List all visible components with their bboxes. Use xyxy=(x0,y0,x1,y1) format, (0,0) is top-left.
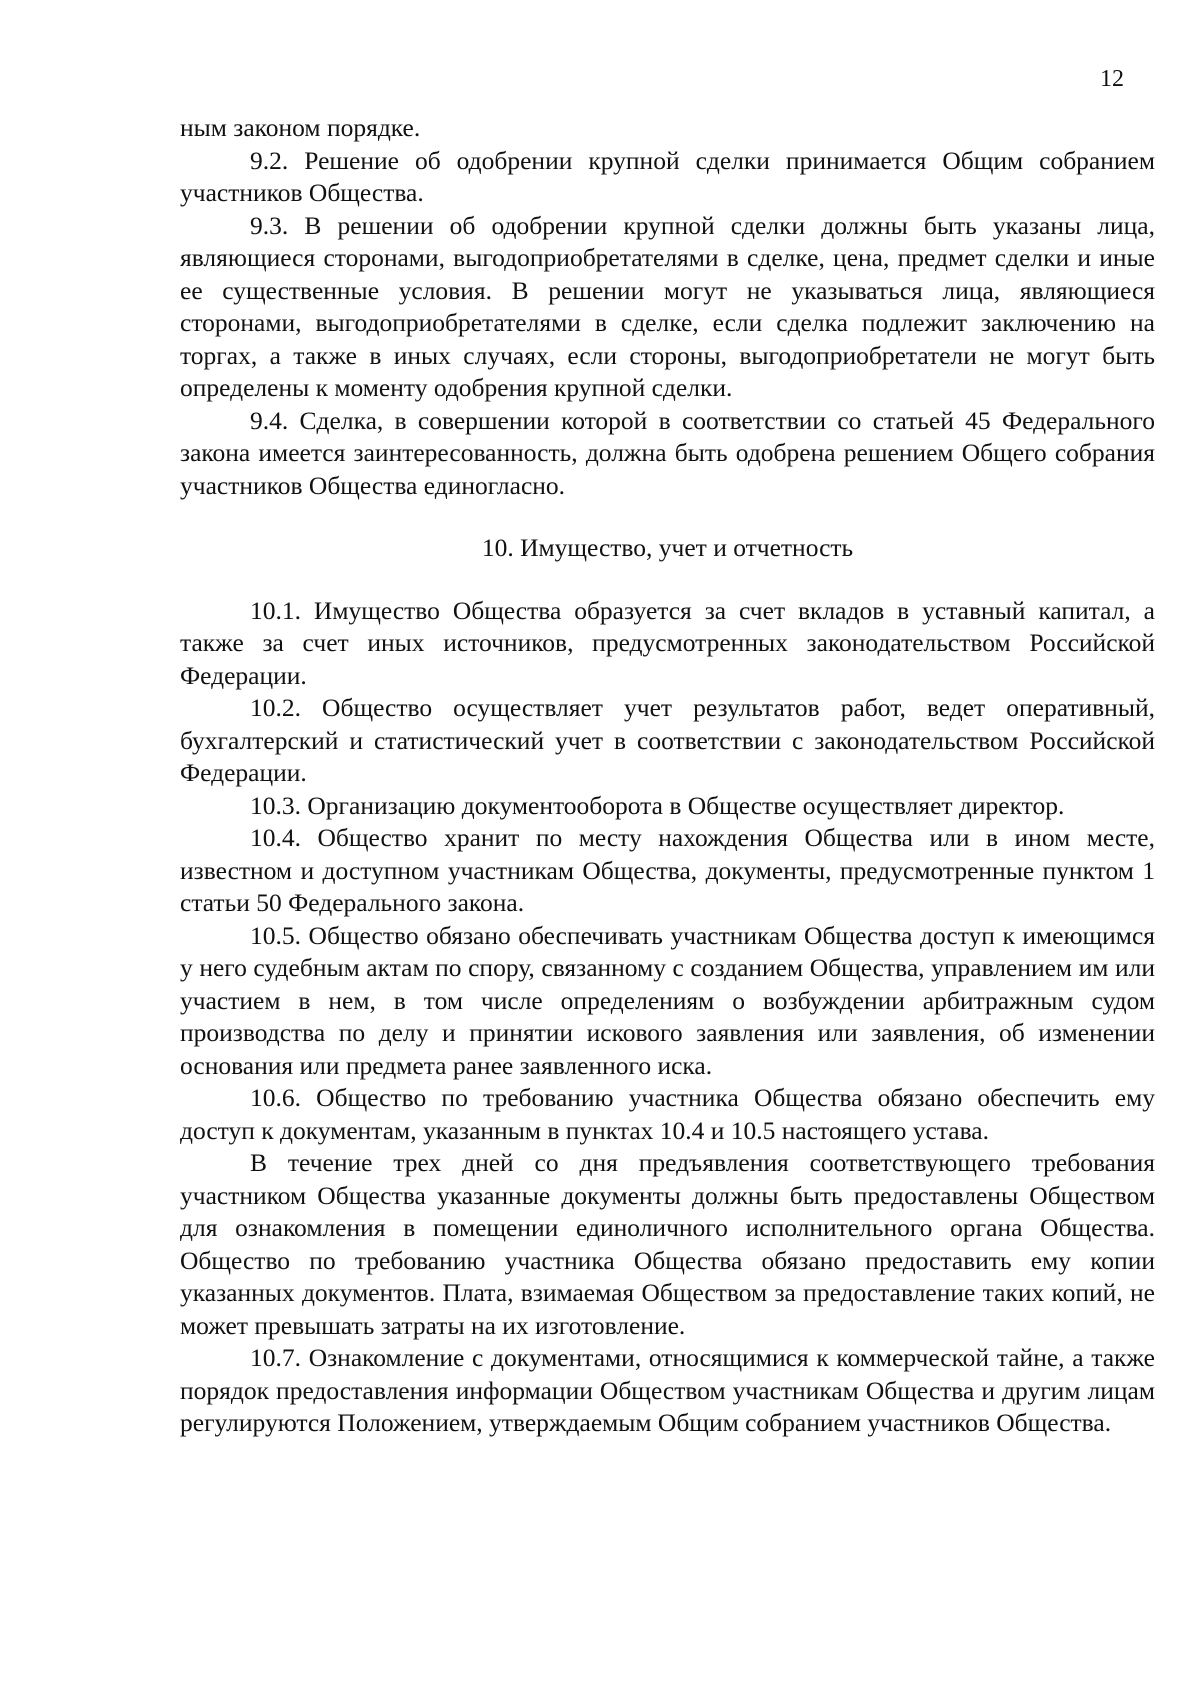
paragraph-10-6: 10.6. Общество по требованию участника Общества обязано обеспечить ему доступ к документам, указанным в пунктах 10.4 и 10.5 настоящего устава. xyxy=(180,1083,1155,1145)
paragraph-10-3: 10.3. Организацию документооборота в Обществе осуществляет директор. xyxy=(250,790,1065,820)
section-10-heading: 10. Имущество, учет и отчетность xyxy=(481,533,854,562)
paragraph-10-1: 10.1. Имущество Общества образуется за счет вкладов в уставный капитал, а также за счет иных источников, предусмотренных законодательством Российской Федерации. xyxy=(180,595,1155,690)
page-number: 12 xyxy=(1100,66,1124,92)
paragraph-10-7: 10.7. Ознакомление с документами, относящимися к коммерческой тайне, а также порядок предоставления информации Обществом участникам Общества и другим лицам регулируются Положением, утверждаемым Общим собранием участников Общества. xyxy=(180,1343,1155,1437)
paragraph-10-5: 10.5. Общество обязано обеспечивать участникам Общества доступ к имеющимся у него судебным актам по спору, связанному с созданием Общества, управлением им или участием в нем, в том числе определениям о возбуждении арбитражным судом производства по делу и принятии искового заявления или заявления, об изменении основания или предмета ранее заявленного иска. xyxy=(180,920,1155,1080)
paragraph-10-4: 10.4. Общество хранит по месту нахождения Общества или в ином месте, известном и доступном участникам Общества, документы, предусмотренные пунктом 1 статьи 50 Федерального закона. xyxy=(180,823,1155,917)
paragraph-9-2: 9.2. Решение об одобрении крупной сделки принимается Общим собранием участников Общества. xyxy=(180,145,1155,207)
paragraph-10-2: 10.2. Общество осуществляет учет результатов работ, ведет оперативный, бухгалтерский и статистический учет в соответствии с законодательством Российской Федерации. xyxy=(180,693,1155,787)
paragraph-9-4: 9.4. Сделка, в совершении которой в соответствии со статьей 45 Федерального закона имеется заинтересованность, должна быть одобрена решением Общего собрания участников Общества единогласно. xyxy=(180,405,1155,500)
document-body xyxy=(180,112,1155,1440)
paragraph-9-3: 9.3. В решении об одобрении крупной сделки должны быть указаны лица, являющиеся сторонами, выгодоприобретателями в сделке, цена, предмет сделки и иные ее существенные условия. В решении могут не указываться лица, являющиеся сторонами, выгодоприобретателями в сделке, если сделка подлежит заключению на торгах, а также в иных случаях, если стороны, выгодоприобретатели не могут быть определены к моменту одобрения крупной сделки. xyxy=(180,210,1155,402)
paragraph-10-6-continued: В течение трех дней со дня предъявления соответствующего требования участником Общества указанные документы должны быть предоставлены Обществом для ознакомления в помещении единоличного исполнительного органа Общества. Общество по требованию участника Общества обязано предоставить ему копии указанных документов. Плата, взимаемая Обществом за предоставление таких копий, не может превышать затраты на их изготовление. xyxy=(180,1148,1155,1340)
paragraph-continuation: ным законом порядке. xyxy=(180,113,421,142)
